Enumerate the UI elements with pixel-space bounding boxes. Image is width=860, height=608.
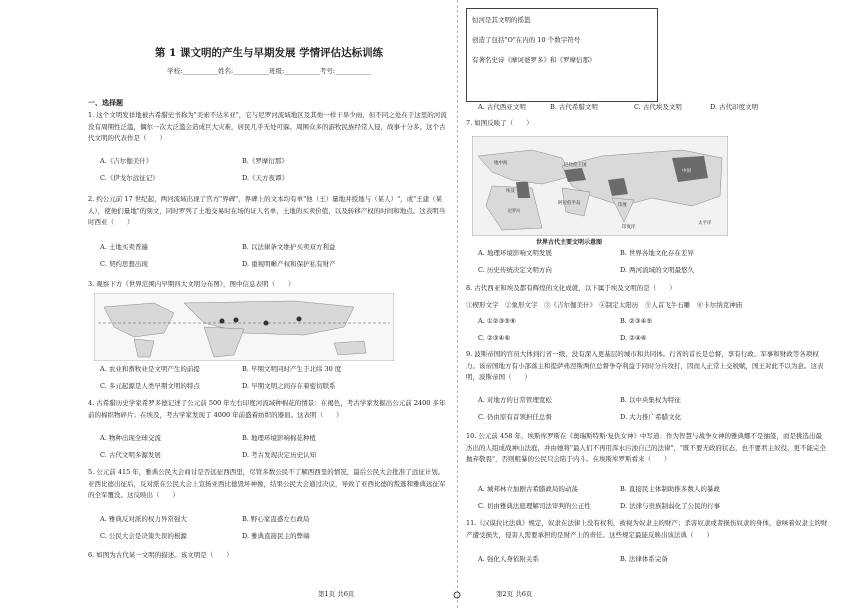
q11-option-a[interactable]: A. 强化人身依附关系: [478, 555, 539, 563]
map-label-mediterranean: 地中海: [494, 161, 508, 166]
q8-option-a[interactable]: A. ①②③⑤⑥: [478, 317, 516, 325]
q7-option-d[interactable]: D. 两河流域的文明最悠久: [620, 266, 695, 274]
map-caption: 世界古代主要文明示意图: [536, 239, 603, 246]
q3-option-b[interactable]: B. 早期文明同时产生于北纬 30 度: [242, 365, 342, 373]
page-number-left: 第1页 共6页: [318, 590, 355, 598]
q8-option-d[interactable]: D. ②④⑥: [620, 334, 647, 342]
q4-option-c[interactable]: C. 古代文明多源发展: [100, 451, 161, 459]
q2-option-d[interactable]: D. 重视明晰产权和保护私有财产: [242, 260, 336, 268]
q10-option-b[interactable]: B. 直接民主体制助推多数人的暴政: [620, 485, 720, 493]
q10-option-a[interactable]: A. 城邦林立加剧古希腊政局的动荡: [478, 485, 578, 493]
q2-option-a[interactable]: A. 土地买卖普遍: [100, 243, 148, 251]
box-line-3: 有著名史诗《摩诃婆罗多》和《罗摩衍那》: [472, 56, 596, 64]
map-label-babylon: 巴比伦王国: [564, 163, 587, 168]
civilization-map: [472, 136, 728, 236]
map-label-china: 中国: [682, 169, 691, 174]
question-4: 4. 古希腊历史学家希罗多德记述了公元前 500 年左右印度河流域种棉花的情景：在褐色，考古学家发掘出公元前 2400 多年前的棉织物碎片；在埃及，考古学家发现了 4000 年前盛着纺织的器皿。这表明（ ）: [88, 399, 446, 419]
q6-option-c[interactable]: C. 古代埃及文明: [634, 103, 682, 111]
q9-option-c[interactable]: C. 仍由原有首领担任总督: [478, 413, 552, 421]
q6-option-d[interactable]: D. 古代印度文明: [710, 103, 759, 111]
q1-option-c[interactable]: C.《伊戈尔远征记》: [100, 174, 159, 182]
question-7: 7. 如图反映了（ ）: [466, 119, 533, 127]
q9-option-b[interactable]: B. 以中央集权为特征: [620, 396, 681, 404]
q1-option-a[interactable]: A.《吉尔伽美什》: [100, 157, 153, 165]
page-title: 第 1 课文明的产生与早期发展 学情评估达标训练: [154, 47, 384, 59]
q8-items: ①楔形文字 ②象形文字 ③《吉尔伽美什》 ④制定太阳历 ⑤人首飞牛石雕 ⑥卡尔纳克神庙: [466, 301, 743, 309]
q6-option-b[interactable]: B. 古代希腊文明: [550, 103, 598, 111]
section-heading: 一、选择题: [88, 98, 123, 107]
q3-option-d[interactable]: D. 早期文明之间存在着密切联系: [242, 382, 336, 390]
map-label-egypt: 埃及: [506, 189, 515, 194]
question-11: 11.《汉谟拉比法典》规定，奴隶在法律上没有权利，被视为奴隶主的财产；杀害奴隶或者损伤奴隶的身体，意味着奴隶主的财产遭受损失，侵害人需要承担的是财产上的责任。这些规定最能反映出该法典（ ）: [466, 519, 828, 539]
q4-option-b[interactable]: B. 地理环境影响棉花种植: [242, 434, 316, 442]
question-3: 3. 观察下方《世界范围内早期四大文明分布图》，图中信息表明（ ）: [88, 280, 295, 288]
map-label-india: 印度: [618, 203, 627, 208]
question-5: 5. 公元前 415 年，雅典公民大会商讨是否远征西西里，尽管多数公民不了解西西里的情况，最后公民大会批准了远征计划。亚西比德出征后，反对派在公民大会上宣扬亚西比德毁坏神像，结果公民大会通过决议，导致了亚西比德的叛逃和雅典远征军的全军覆没。这反映出（ ）: [88, 468, 446, 499]
q6-option-a[interactable]: A. 古代西亚文明: [478, 103, 526, 111]
question-2: 2. 约公元前 17 世纪起，两河流域出现了官方"界碑"，界碑上的文本均有单"他（王）量地并授地与（某人）"，或"王建（某人），使他们量地"的刻文，同时罗列了土地交易时在场的证人名单，土地的买卖价值，以及转移产权的时间和地点。这表明当时西亚（ ）: [88, 195, 446, 226]
question-6: 6. 如图为古代某一文明的描述。该文明是（ ）: [88, 551, 233, 559]
page-number-right: 第2页 共6页: [496, 590, 533, 598]
q3-option-a[interactable]: A. 农业和畜牧业是文明产生的前提: [100, 365, 200, 373]
q5-option-a[interactable]: A. 雅典反对派的权力异常强大: [100, 515, 187, 523]
circle-o-icon: [452, 590, 462, 600]
q1-option-b[interactable]: B.《罗摩衍那》: [242, 157, 288, 165]
q10-option-c[interactable]: C. 切由雅典法庭理解司法审判的公正性: [478, 502, 591, 510]
question-10: 10. 公元前 458 年，埃斯库罗斯在《奥瑞斯特斯·复仇女神》中写道：作为智慧与战争女神的雅典娜不是抽签，而是挑选出最杰出的人组成战神山法庭，并由她将"最人们不再用浑水污浊自己的法律"，"既不要无政府状态，也不要君主奴役，更不能完全抛弃敬畏"，否则粗暴的公民只会陷于内斗。在埃斯库罗斯看来（ ）: [466, 432, 826, 463]
map-label-indian-ocean: 印度洋: [622, 225, 636, 230]
q10-option-d[interactable]: D. 法律与贵族制弱化了公民的行事: [620, 502, 721, 510]
page-divider: [457, 0, 458, 608]
map-label-nile: 尼罗河: [508, 208, 520, 213]
q9-option-d[interactable]: D. 大力推广希腊文化: [620, 413, 682, 421]
q5-option-c[interactable]: C. 公民大会是决策失误的根源: [100, 532, 187, 540]
box-line-1: 恒河是其文明的摇篮: [472, 16, 531, 24]
q2-option-c[interactable]: C. 契约思想出现: [100, 260, 148, 268]
q5-option-b[interactable]: B. 野心家蛊惑左右政局: [242, 515, 310, 523]
q7-option-a[interactable]: A. 地理环境影响文明发展: [478, 249, 552, 257]
question-8: 8. 古代西亚和埃及都有辉煌的文化成就，以下属于埃及文明的是（ ）: [466, 284, 676, 292]
q1-option-d[interactable]: D.《天方夜谭》: [242, 174, 289, 182]
q8-option-c[interactable]: C. ②③④⑥: [478, 334, 511, 342]
q11-option-b[interactable]: B. 法律体系完备: [620, 555, 668, 563]
question-1: 1. 这个文明发祥地被古希腊史书称为"美索不达米亚"，它与尼罗河流域地区及其他一样干旱少雨，但不同之处在于这里的河流没有周期性泛滥，偶尔一次大泛滥会造成巨大灾难，居民几乎无处可躲。周围众多的游牧民族经常入侵，战事十分多。这个古代文明的代表作是（ ）: [88, 111, 447, 142]
q3-option-c[interactable]: C. 多元起源是人类早期文明的特点: [100, 382, 200, 390]
q4-option-d[interactable]: D. 考古发现决定历史认知: [242, 451, 317, 459]
q7-option-b[interactable]: B. 世界各地文化存在差异: [620, 249, 694, 257]
q2-option-b[interactable]: B. 以法律条文维护买卖双方利益: [242, 243, 336, 251]
q4-option-a[interactable]: A. 物种出现全球交流: [100, 434, 161, 442]
world-map-figure: [94, 293, 394, 361]
q5-option-d[interactable]: D. 雅典直接民主的弊端: [242, 532, 310, 540]
box-line-2: 创造了包括"O"在内的 10 个数字符号: [472, 36, 581, 44]
q6-description-box: [466, 8, 658, 102]
map-label-arabia: 阿拉伯半岛: [558, 201, 581, 206]
q9-option-a[interactable]: A. 对地方的日常管理宽松: [478, 396, 552, 404]
q7-option-c[interactable]: C. 历史传统决定文明方向: [478, 266, 552, 274]
map-label-pacific: 太平洋: [698, 221, 712, 226]
q8-option-b[interactable]: B. ②③④⑤: [620, 317, 653, 325]
question-9: 9. 波斯帝国的官员大体到行省一级，没有深入更基层的城市和共同体。行省的首长是总督，享有行政、军事和财政等各项权力。该帝国地方有小部落主和提萨弗涅斯两位总督争夺利益于同时分兵攻打，因而人正常上交税赋，国王对此不以为意。这表明，波斯帝国（ ）: [466, 350, 824, 381]
student-info-line: 学校:___________姓名:___________班级:___________考号:___________: [167, 67, 371, 75]
